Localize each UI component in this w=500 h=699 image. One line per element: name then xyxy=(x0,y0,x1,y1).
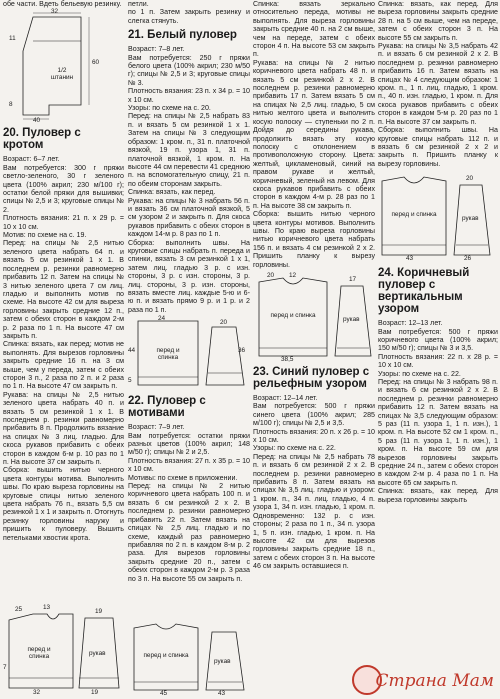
paragraph: Перед: на спицы № 3 набрать 98 п. и вязать 6 см резинкой 2 х 2. В последнем р. резинки равномерно прибавить 12 п. Затем вязать на спицах № 3,5 следующим образом: 5 раз (11 п. узора 1, 1 п. изн.), 1 кром. п. На высоте 52 см 1 кром. п., 5 раз (11 п. узора 1, 1 п. изн.), 1 кром. п. На высоте 59 см для вырезов горловины закрыть средние 24 п., затем с обеих сторон в каждом 2-м р. 4 раза по 1 п. На высоте 65 см закрыть п. xyxy=(378,377,498,487)
paragraph: Рукава: на спицы № 3 набрать 56 п. и вязать 36 см платочной вязкой, 5 см узором 2 и закрыть п. Для скоса рукавов прибавить с обеих сторон в каждом 14-м р. 8 раз по 1 п. xyxy=(128,196,250,239)
paragraph: Вам потребуется: 500 г пряжи синего цвета (100% акрил; 285 м/100 г); спицы № 2,5 и 3,5. xyxy=(253,402,375,428)
paragraph: Спинка: вязать, как перед. Для выреза горловины закрыть xyxy=(378,487,498,504)
paragraph: Рукава: на спицы № 2 нитью коричневого цвета набрать 48 п. и вязать 5 см резинкой 2 х 2. В последнем р. резинки равномерно прибавить 17 п. Затем вязать 5 см на спицах № 2,5 лиц. гладью, 5 см нитью желтого цвета и выполнить косую полоску — ступеньки по 2 п. Дойдя до середины рукава, продолжить вязать эту косую полоску с отклонением в противоположную сторону. Цвета: желтый, цикламеновый, синий на правом рукаве и желтый, коричневый, зеленый на левом. Для скоса рукавов прибавить с обеих сторон в каждом 4-м р. 28 раз по 1 п. На высоте 38 см закрыть п. xyxy=(253,58,375,210)
column-1 xyxy=(3,0,124,542)
paragraph: Спинка: вязать зеркально относительно переда, мотивы не выполнять. Для выреза горловины закрыть средние 40 п. на 2 см выше, чем на переде, затем с обеих сторон 4 п. На высоте 53 см закрыть п. xyxy=(253,0,375,59)
section-title: 22. Пуловер с мотивами xyxy=(128,395,206,420)
paragraph: Сборка: вышить нитью черного цвета контуры мотива. Выполнить швы. По краю выреза горловины на круговые спицы нитью зеленого цвета набрать 76 п., вязать 5,5 см резинкой 1 х 1 и закрыть п. Отогнуть резинку горловины наружу и пришить к пуловеру. Вышить петельками хвостик крота. xyxy=(3,466,124,542)
paragraph: Вам потребуется: 300 г пряжи светло-зеленого, 30 г зеленого цвета (100% акрил; 230 м/100 г); остатки белой пряжи для вышивки; спицы № 2,5 и 3; круговые спицы № 2. xyxy=(3,163,124,214)
section-title: 24. Коричневый пуловер с вертикальным узором xyxy=(378,267,470,316)
pattern-schematic-23: перед и спинка рукав 43 26 20 xyxy=(378,171,498,263)
paragraph: Плотность вязания: 22 п. х 28 р. = 10 х 10 см. xyxy=(378,352,498,370)
column-4 xyxy=(378,0,498,504)
paragraph: Рукава: на спицы № 3,5 набрать 42 п. и вязать 6 см резинкой 2 х 2. В последнем р. резинки равномерно прибавить 16 п. Затем вязать на спицах № 4 следующим образом: 1 кром. п., 1 п. лиц. гладью, 1 кром. п., 40 п. изн. гладью, 1 кром. п. Для скоса рукавов прибавить с обеих сторон в каждом 5-м р. 20 раз по 1 п. На высоте 37 см закрыть п. xyxy=(378,42,498,126)
paragraph: Сборка: вышить нитью черного цвета контуры мотивов. Выполнить швы. По краю выреза горловины нитью коричневого цвета набрать 156 п. и вязать 4 см резинкой 2 х 2. Пришить планку к вырезу горловины. xyxy=(253,210,375,269)
paragraph: Возраст: 7–9 лет. xyxy=(128,423,185,432)
pattern-schematic-22b: перед и спинка рукав 20 12 17 38,5 xyxy=(253,272,375,362)
paragraph: Спинка: вязать, как перед; мотив не выполнять. Для вырезов горловины закрыть средние 16 п. на 3 см выше, чем у переда, затем с обеих сторон 3 п., 2 раза по 2 п. и 2 раза по 1 п. На высоте 47 см закрыть п. xyxy=(3,340,124,391)
paragraph: Перед: на спицы № 2,5 набрать 83 п. и вязать 5 см резинкой 1 х 1. Затем на спицы № 3 следующим образом: 1 кром. п., 31 п. платочной вязкой, 19 п. узора 1, 31 п. платочной вязкой, 1 кром. п. На высоте 44 см перевести 41 среднюю п. на вспомогательную спицу, 21 п. по обеим сторонам закрыть. xyxy=(128,112,250,188)
paragraph: Возраст: 12–13 лет. xyxy=(378,319,443,328)
paragraph: Вам потребуется: 250 г пряжи белого цвета (100% акрил; 230 м/50 г); спицы № 2,5 и 3; круговые спицы № 3. xyxy=(128,53,250,87)
paragraph: Узоры: по схеме на с. 22. xyxy=(378,369,461,378)
pattern-schematic-shorts: 32 1/2 штанин 60 11 8 40 xyxy=(9,8,100,125)
column-3 xyxy=(253,0,375,571)
paragraph: Плотность вязания: 21 п. х 29 р. = 10 х 10 см. xyxy=(3,214,124,231)
paragraph: Спинка: вязать, как перед. Для выреза горловины закрыть средние 28 п. на 5 см выше, чем на переде, затем с обеих сторон 3 п. На высоте 55 см закрыть п. xyxy=(378,0,498,42)
paragraph: Плотность вязания: 23 п. х 34 р. = 10 х 10 см. xyxy=(128,87,250,104)
paragraph: Рукава: на спицы № 2,5 нитью зеленого цвета набрать 40 п. и вязать 5 см резинкой 1 х 1. В последнем р. резинки равномерно прибавить 8 п. Продолжить вязание на спицах № 3 лиц. гладью. Для скоса рукавов прибавить с обеих сторон в каждом 6-м р. 10 раз по 1 п. На высоте 37 см закрыть п. xyxy=(3,390,124,467)
paragraph: Плотность вязания: 27 п. х 35 р. = 10 х 10 см. xyxy=(128,456,250,474)
paragraph: Спинка: вязать, как перед. xyxy=(128,188,216,197)
paragraph: по 1 п. Затем закрыть резинку и слегка стянуть. xyxy=(128,8,250,25)
section-title: 23. Синий пуловер с рельефным узором xyxy=(253,366,370,390)
pattern-schematic-20: перед и спинка рукав 25 13 7 19 32 19 xyxy=(3,600,124,696)
paragraph: Плотность вязания: 20 п. х 26 р. = 10 х 10 см. xyxy=(253,427,375,445)
paragraph: Узоры: по схеме на с. 20. xyxy=(128,104,211,113)
section-title: 20. Пуловер с кротом xyxy=(3,127,81,152)
column-2 xyxy=(128,0,250,583)
paragraph: Сборка: выполнить швы. На круговые спицы набрать 112 п. и вязать 6 см резинкой 2 х 2 и закрыть п. Пришить планку к вырезу горловины. xyxy=(378,126,498,168)
paragraph: Мотив: по схеме на с. 19. xyxy=(3,231,87,240)
paragraph: Перед: на спицы № 2,5 набрать 78 п. и вязать 6 см резинкой 2 х 2. В последнем р. резинки равномерно прибавить 8 п. Затем вязать на спицах № 3,5 лиц. гладью и узором: 1 кром. п., 34 п. лиц. гладью, 4 п. узора 1, 34 п. изн. гладью, 1 кром. п. Одновременно: 132 р. с изн. стороны; 2 раза по 1 п., 34 п. узора 1, 5 п. изн. гладью, 1 кром. п. На высоте 42 см для вырезов горловины закрыть средние 18 п., затем с обеих сторон 3 п. На высоте 46 см закрыть оставшиеся п. xyxy=(253,452,375,571)
paragraph: Мотивы: по схеме в приложении. xyxy=(128,473,238,482)
paragraph: Перед: на спицы № 2 нитью коричневого цвета набрать 100 п. и вязать 6 см резинкой 2 х 2. В последнем р. резинки равномерно прибавить 22 п. Затем вязать на спицах № 2,5 лиц. гладью и по схеме, каждый раз равномерно прибавляя по 2 п. в каждом 8-м р. 2 раза. Для вырезов горловины закрыть средние 20 п., затем с обеих сторон в каждом 2-м р. 3 раза по 3 п. На высоте 55 см закрыть п. xyxy=(128,482,250,583)
paragraph: Узоры: по схеме на с. 22. xyxy=(253,444,336,453)
paragraph: обе части. Вдеть бельевую резинку. xyxy=(3,0,122,8)
paragraph: Возраст: 7–8 лет. xyxy=(128,45,185,54)
pattern-schematic-22: перед и спинка рукав 45 43 xyxy=(128,618,250,696)
paragraph: Возраст: 12–14 лет. xyxy=(253,394,318,402)
paragraph: Перед: на спицы № 2,5 нитью зеленого цвета набрать 64 п. и вязать 5 см резинкой 1 х 1. В последнем р. резинки равномерно прибавить 12 п. Затем на спицы № 3 нитью зеленого цвета 7 см лиц. гладью и выполнить мотив по схеме. На высоте 42 см для выреза горловины закрыть средние 12 п., затем с обеих сторон в каждом 2-м р. 2 раза по 1 п. На высоте 47 см закрыть п. xyxy=(3,239,124,340)
section-title: 21. Белый пуловер xyxy=(128,29,237,42)
paragraph: Вам потребуется: 500 г пряжи коричневого цвета (100% акрил; 150 м/50 г); спицы № 3 и 3,5. xyxy=(378,327,498,353)
paragraph: петли. xyxy=(128,0,149,8)
paragraph: Сборка: выполнить швы. На круговые спицы набрать п. переда и спинки, вязать 3 см резинкой 1 х 1, затем лиц. гладью 3 р. с изн. стороны, 3 р. с изн. стороны, 3 р. лиц. стороны, 3 р. изн. стороны, вязать вместе лиц. каждые 5-ю и 6-ю п. и вязать прямо 9 р. и 1 р. и 2 раза по 1 п. xyxy=(128,238,250,314)
watermark: Страна Мам xyxy=(375,671,494,691)
pattern-schematic-21: перед и спинка 24 44 5 20 36 xyxy=(128,315,246,385)
paragraph: Вам потребуется: остатки пряжи разных цветов (100% акрил; 148 м/50 г); спицы № 2 и 2,5. xyxy=(128,431,250,457)
paragraph: Возраст: 6–7 лет. xyxy=(3,155,60,164)
